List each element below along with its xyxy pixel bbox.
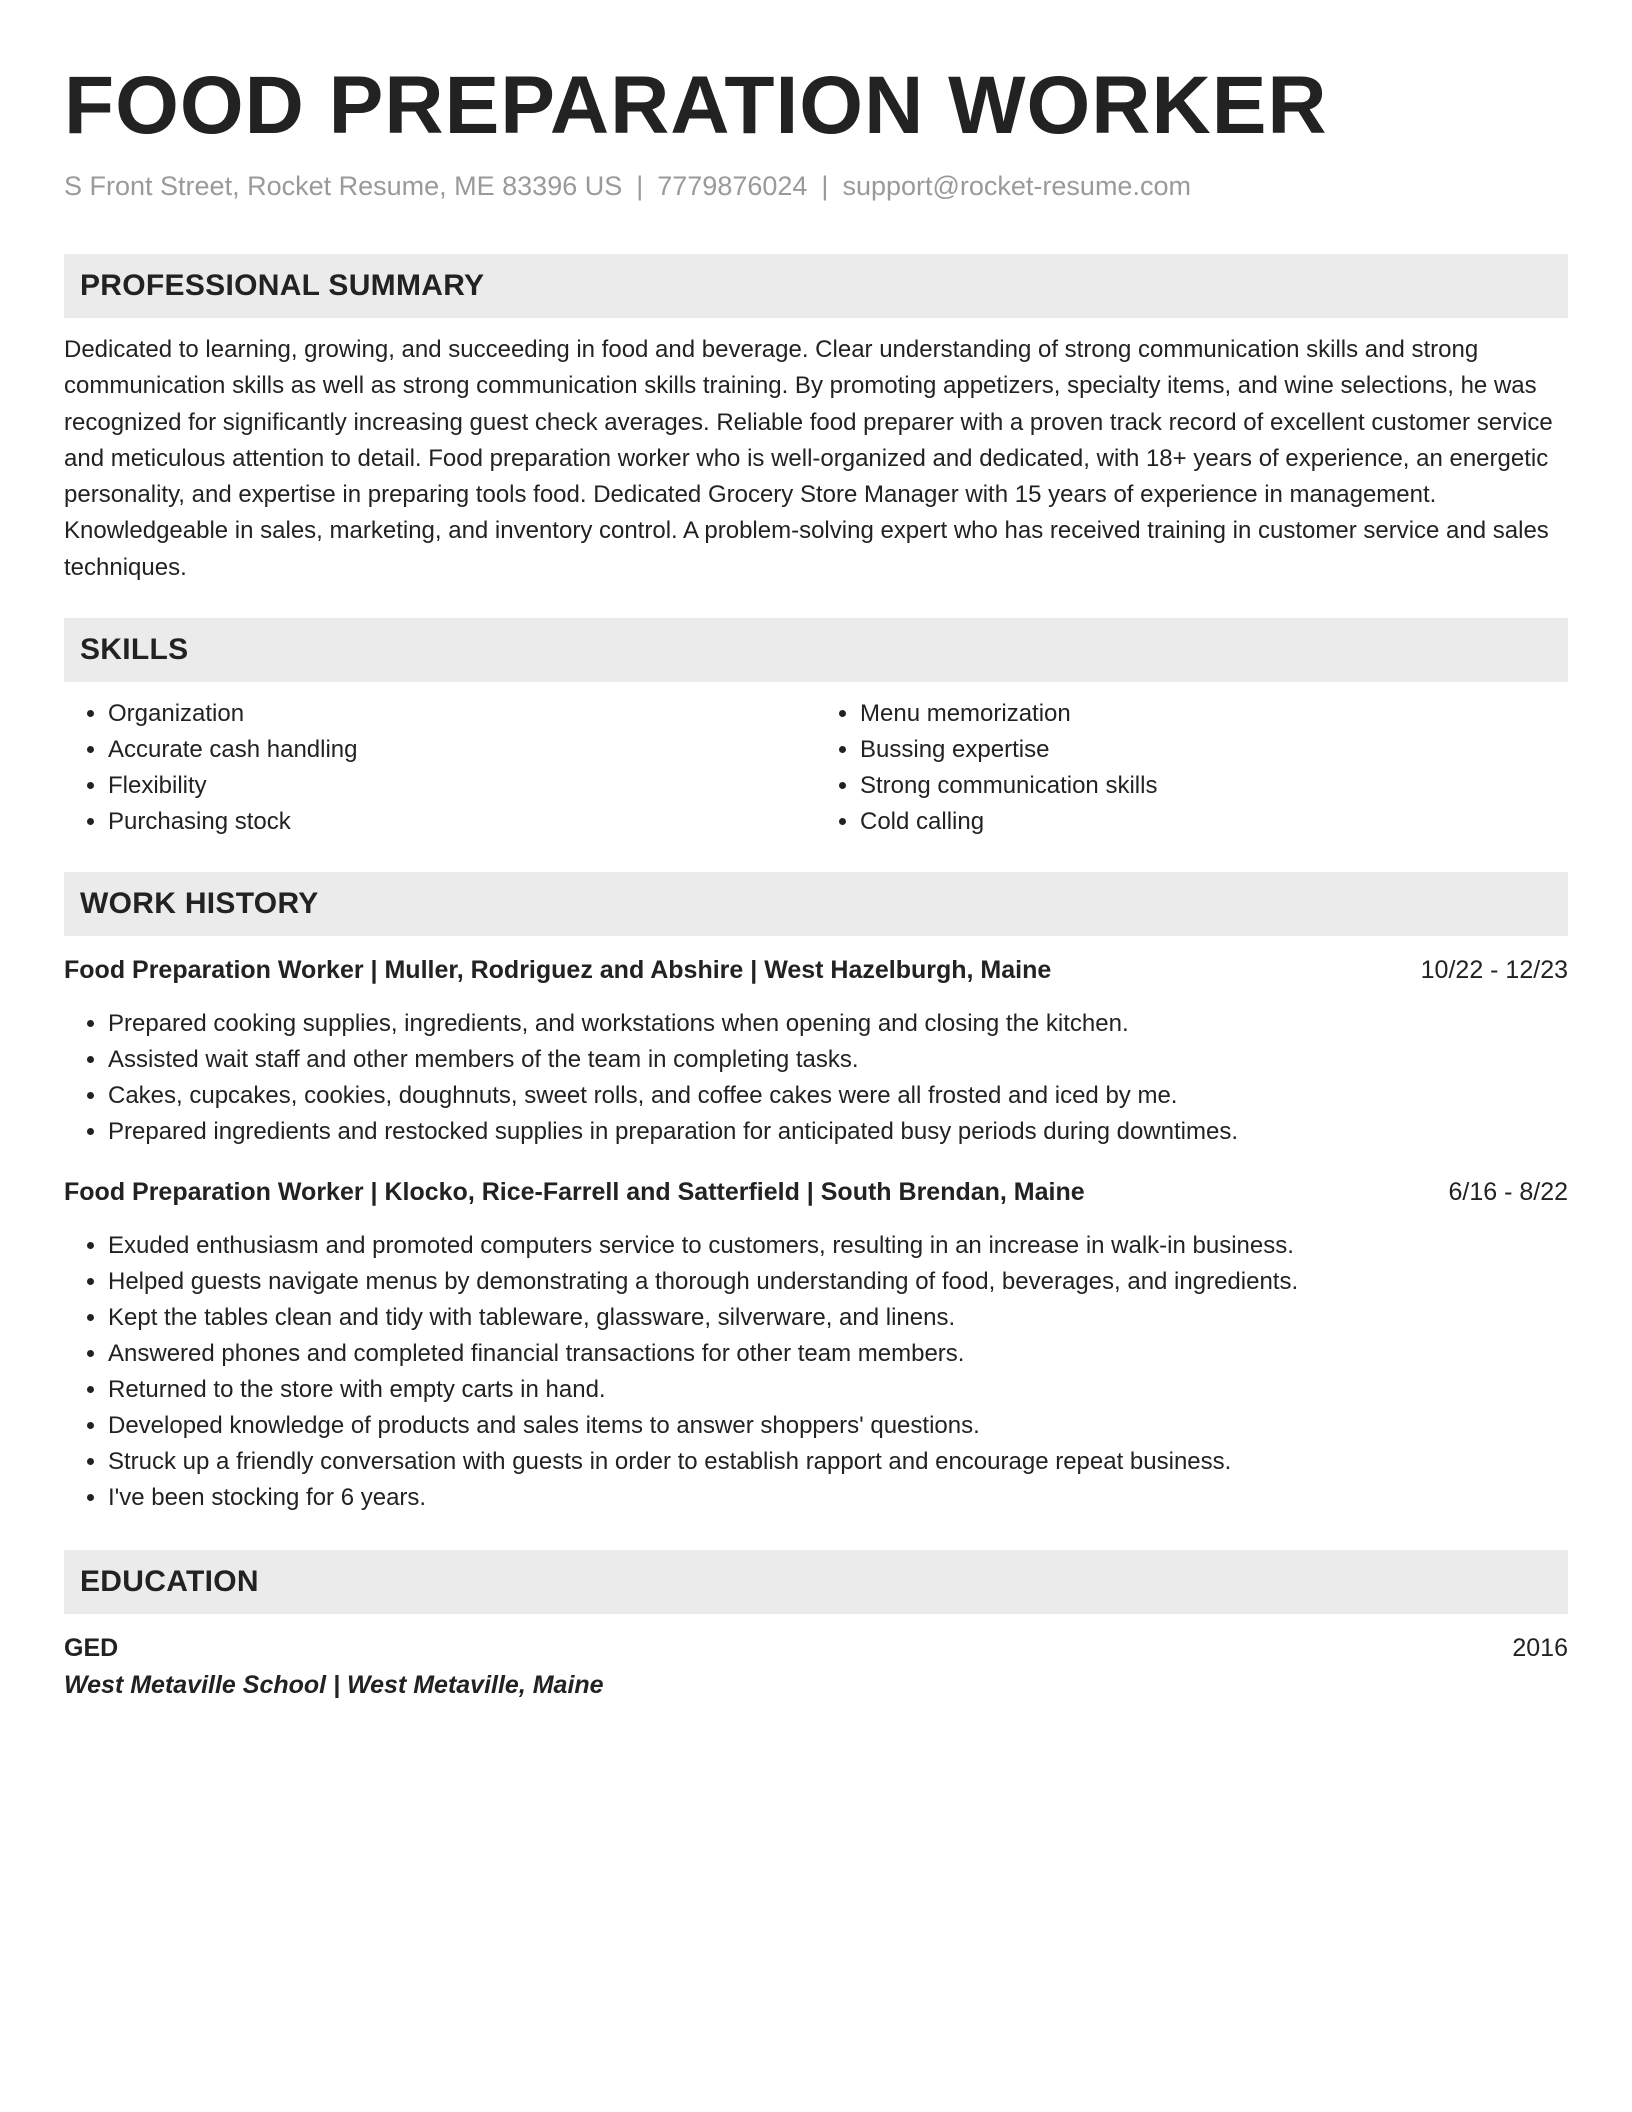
skills-list (64, 696, 1568, 840)
skills-column-left (64, 696, 816, 840)
job-header (64, 952, 1568, 988)
job-duty: • I've been stocking for 6 years. (108, 1480, 1568, 1516)
skill-item: • Bussing expertise (860, 732, 1568, 768)
job-duties (64, 1228, 1568, 1516)
job-duty: • Assisted wait staff and other members of the team in completing tasks. (108, 1042, 1568, 1078)
job-entry (64, 952, 1568, 1150)
job-duty: • Exuded enthusiasm and promoted computers service to customers, resulting in an increase in walk-in business. (108, 1228, 1568, 1264)
skill-item: • Menu memorization (860, 696, 1568, 732)
contact-email: support@rocket-resume.com (842, 171, 1191, 201)
education-school: West Metaville School | West Metaville, Maine (64, 1671, 604, 1700)
job-duty: • Prepared cooking supplies, ingredients, and workstations when opening and closing the kitchen. (108, 1006, 1568, 1042)
summary-heading: PROFESSIONAL SUMMARY (64, 254, 1568, 318)
education-heading: EDUCATION (64, 1550, 1568, 1614)
job-duty: • Prepared ingredients and restocked supplies in preparation for anticipated busy periods during downtimes. (108, 1114, 1568, 1150)
skill-item: • Organization (108, 696, 816, 732)
contact-address: S Front Street, Rocket Resume, ME 83396 US (64, 171, 623, 201)
job-title: Food Preparation Worker | Muller, Rodriguez and Abshire | West Hazelburgh, Maine (64, 956, 1052, 985)
education-year: 2016 (1512, 1634, 1568, 1663)
work-history-heading: WORK HISTORY (64, 872, 1568, 936)
job-dates: 10/22 - 12/23 (1420, 956, 1568, 985)
job-dates: 6/16 - 8/22 (1448, 1178, 1568, 1207)
job-duty: • Struck up a friendly conversation with guests in order to establish rapport and encourage repeat business. (108, 1444, 1568, 1480)
skills-column-right (816, 696, 1568, 840)
job-duties (64, 1006, 1568, 1150)
job-duty: • Kept the tables clean and tidy with tableware, glassware, silverware, and linens. (108, 1300, 1568, 1336)
contact-separator: | (821, 171, 829, 201)
job-duty: • Developed knowledge of products and sales items to answer shoppers' questions. (108, 1408, 1568, 1444)
resume-name: FOOD PREPARATION WORKER (64, 60, 1328, 151)
contact-line (64, 168, 1568, 204)
job-duty: • Helped guests navigate menus by demonstrating a thorough understanding of food, beverages, and ingredients. (108, 1264, 1568, 1300)
education-header (64, 1630, 1568, 1666)
job-duty: • Answered phones and completed financial transactions for other team members. (108, 1336, 1568, 1372)
job-duty: • Returned to the store with empty carts in hand. (108, 1372, 1568, 1408)
skill-item: • Cold calling (860, 804, 1568, 840)
skill-item: • Purchasing stock (108, 804, 816, 840)
education-degree: GED (64, 1634, 119, 1663)
contact-separator: | (636, 171, 644, 201)
skills-heading: SKILLS (64, 618, 1568, 682)
job-header (64, 1174, 1568, 1210)
skill-item: • Accurate cash handling (108, 732, 816, 768)
job-title: Food Preparation Worker | Klocko, Rice-Farrell and Satterfield | South Brendan, Maine (64, 1178, 1085, 1207)
job-entry (64, 1174, 1568, 1516)
summary-text: Dedicated to learning, growing, and succeeding in food and beverage. Clear understanding of strong communication skills and strong communication skills as well as strong communication skills training. By promoting appetizers, specialty items, and wine selections, he was recognized for significantly increasing guest check averages. Reliable food preparer with a proven track record of excellent customer service and meticulous attention to detail. Food preparation worker who is well-organized and dedicated, with 18+ years of experience, an energetic personality, and expertise in preparing tools food. Dedicated Grocery Store Manager with 15 years of experience in management. Knowledgeable in sales, marketing, and inventory control. A problem-solving expert who has received training in customer service and sales techniques. (64, 336, 1553, 581)
skill-item: • Strong communication skills (860, 768, 1568, 804)
skill-item: • Flexibility (108, 768, 816, 804)
job-duty: • Cakes, cupcakes, cookies, doughnuts, sweet rolls, and coffee cakes were all frosted and iced by me. (108, 1078, 1568, 1114)
contact-phone: 7779876024 (657, 171, 808, 201)
